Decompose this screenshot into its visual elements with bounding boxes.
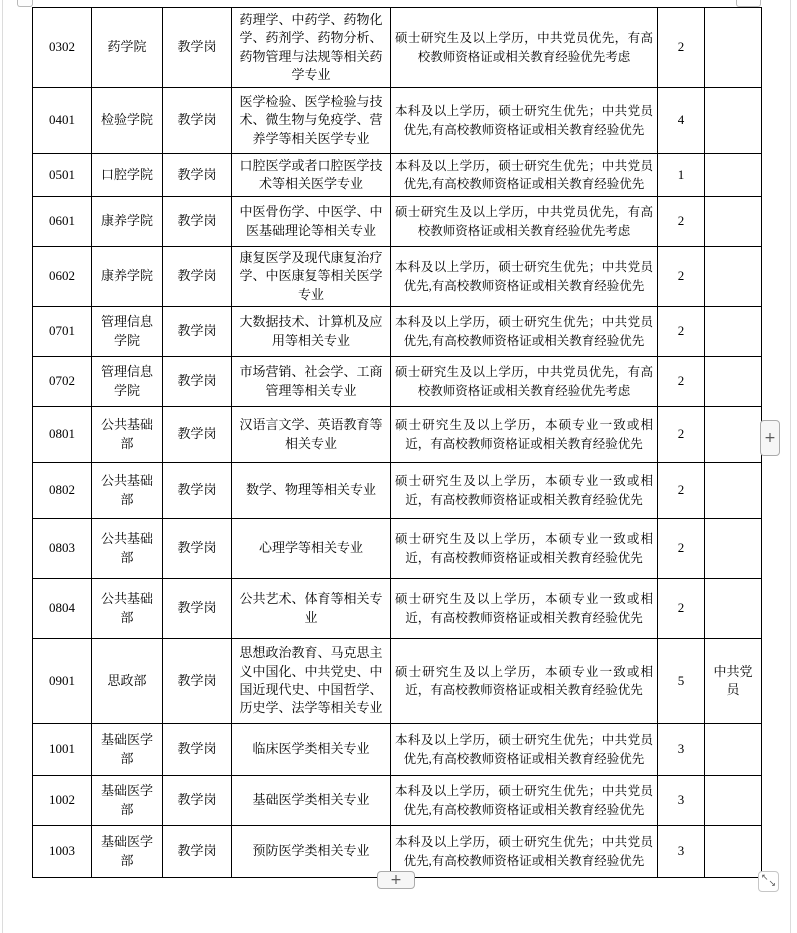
cell-majors[interactable]: 康复医学及现代康复治疗学、中医康复等相关医学专业 <box>232 247 391 307</box>
cell-note[interactable] <box>705 776 762 826</box>
cell-note[interactable] <box>705 197 762 247</box>
table-row <box>33 407 762 463</box>
cell-college[interactable]: 检验学院 <box>92 88 163 154</box>
cell-college[interactable]: 基础医学部 <box>92 776 163 826</box>
cell-code[interactable]: 0401 <box>33 88 92 154</box>
cell-majors[interactable]: 大数据技术、计算机及应用等相关专业 <box>232 307 391 357</box>
cell-count[interactable]: 2 <box>658 247 705 307</box>
cell-note[interactable] <box>705 307 762 357</box>
cell-position[interactable]: 教学岗 <box>163 8 232 88</box>
cell-position[interactable]: 教学岗 <box>163 579 232 639</box>
cell-position[interactable]: 教学岗 <box>163 307 232 357</box>
cell-position[interactable]: 教学岗 <box>163 639 232 724</box>
cell-note[interactable] <box>705 247 762 307</box>
cell-count[interactable]: 2 <box>658 8 705 88</box>
cell-college[interactable]: 思政部 <box>92 639 163 724</box>
cell-majors[interactable]: 中医骨伤学、中医学、中医基础理论等相关专业 <box>232 197 391 247</box>
cell-majors[interactable]: 汉语言文学、英语教育等相关专业 <box>232 407 391 463</box>
add-row-button[interactable]: + <box>377 871 415 889</box>
cell-college[interactable]: 管理信息学院 <box>92 357 163 407</box>
cell-college[interactable]: 公共基础部 <box>92 463 163 519</box>
cell-requirements[interactable]: 硕士研究生及以上学历，中共党员优先，有高校教师资格证或相关教育经验优先考虑 <box>391 197 658 247</box>
cell-code[interactable]: 0801 <box>33 407 92 463</box>
cell-college[interactable]: 公共基础部 <box>92 519 163 579</box>
resize-arrow-up-left-icon: ↖ <box>761 873 769 883</box>
cell-count[interactable]: 2 <box>658 197 705 247</box>
cell-college[interactable]: 基础医学部 <box>92 724 163 776</box>
cell-majors[interactable]: 市场营销、社会学、工商管理等相关专业 <box>232 357 391 407</box>
cell-requirements[interactable]: 本科及以上学历，硕士研究生优先；中共党员优先,有高校教师资格证或相关教育经验优先 <box>391 724 658 776</box>
table-row <box>33 519 762 579</box>
cell-code[interactable]: 0702 <box>33 357 92 407</box>
cell-code[interactable]: 0804 <box>33 579 92 639</box>
cell-position[interactable]: 教学岗 <box>163 407 232 463</box>
cell-count[interactable]: 3 <box>658 724 705 776</box>
cell-majors[interactable]: 口腔医学或者口腔医学技术等相关医学专业 <box>232 154 391 197</box>
cell-code[interactable]: 0302 <box>33 8 92 88</box>
cell-requirements[interactable]: 硕士研究生及以上学历，本硕专业一致或相近，有高校教师资格证或相关教育经验优先 <box>391 639 658 724</box>
table-row <box>33 579 762 639</box>
cell-college[interactable]: 公共基础部 <box>92 407 163 463</box>
clipped-handle-top-left[interactable] <box>17 0 33 7</box>
cell-note[interactable] <box>705 463 762 519</box>
cell-code[interactable]: 0601 <box>33 197 92 247</box>
cell-college[interactable]: 康养学院 <box>92 197 163 247</box>
cell-position[interactable]: 教学岗 <box>163 519 232 579</box>
cell-requirements[interactable]: 硕士研究生及以上学历，本硕专业一致或相近，有高校教师资格证或相关教育经验优先 <box>391 579 658 639</box>
cell-code[interactable]: 1003 <box>33 826 92 878</box>
cell-note[interactable] <box>705 579 762 639</box>
cell-code[interactable]: 0701 <box>33 307 92 357</box>
recruitment-table-body <box>33 8 762 878</box>
cell-majors[interactable]: 基础医学类相关专业 <box>232 776 391 826</box>
cell-requirements[interactable]: 本科及以上学历，硕士研究生优先；中共党员优先,有高校教师资格证或相关教育经验优先 <box>391 776 658 826</box>
cell-college[interactable]: 管理信息学院 <box>92 307 163 357</box>
table-row <box>33 8 762 88</box>
table-row <box>33 247 762 307</box>
cell-code[interactable]: 0901 <box>33 639 92 724</box>
cell-code[interactable]: 0803 <box>33 519 92 579</box>
cell-count[interactable]: 5 <box>658 639 705 724</box>
cell-college[interactable]: 口腔学院 <box>92 154 163 197</box>
cell-code[interactable]: 0501 <box>33 154 92 197</box>
cell-position[interactable]: 教学岗 <box>163 776 232 826</box>
cell-position[interactable]: 教学岗 <box>163 88 232 154</box>
cell-position[interactable]: 教学岗 <box>163 826 232 878</box>
cell-requirements[interactable]: 本科及以上学历，硕士研究生优先；中共党员优先,有高校教师资格证或相关教育经验优先 <box>391 88 658 154</box>
table-row <box>33 197 762 247</box>
cell-position[interactable]: 教学岗 <box>163 724 232 776</box>
cell-position[interactable]: 教学岗 <box>163 247 232 307</box>
cell-code[interactable]: 1002 <box>33 776 92 826</box>
table-resize-handle[interactable] <box>758 871 779 892</box>
table-row <box>33 463 762 519</box>
cell-count[interactable]: 1 <box>658 154 705 197</box>
cell-count[interactable]: 2 <box>658 463 705 519</box>
cell-requirements[interactable]: 硕士研究生及以上学历，本硕专业一致或相近，有高校教师资格证或相关教育经验优先 <box>391 519 658 579</box>
cell-requirements[interactable]: 本科及以上学历，硕士研究生优先；中共党员优先,有高校教师资格证或相关教育经验优先 <box>391 307 658 357</box>
cell-count[interactable]: 2 <box>658 519 705 579</box>
cell-requirements[interactable]: 本科及以上学历，硕士研究生优先；中共党员优先,有高校教师资格证或相关教育经验优先 <box>391 154 658 197</box>
cell-code[interactable]: 0602 <box>33 247 92 307</box>
cell-note[interactable] <box>705 154 762 197</box>
table-row <box>33 776 762 826</box>
recruitment-table <box>32 7 762 878</box>
cell-majors[interactable]: 预防医学类相关专业 <box>232 826 391 878</box>
table-row <box>33 826 762 878</box>
cell-college[interactable]: 公共基础部 <box>92 579 163 639</box>
resize-arrow-down-right-icon: ↘ <box>768 879 776 889</box>
cell-majors[interactable]: 心理学等相关专业 <box>232 519 391 579</box>
table-row <box>33 307 762 357</box>
cell-code[interactable]: 0802 <box>33 463 92 519</box>
table-row <box>33 724 762 776</box>
cell-position[interactable]: 教学岗 <box>163 154 232 197</box>
cell-majors[interactable]: 公共艺术、体育等相关专业 <box>232 579 391 639</box>
table-row <box>33 154 762 197</box>
cell-position[interactable]: 教学岗 <box>163 197 232 247</box>
cell-note[interactable] <box>705 724 762 776</box>
cell-requirements[interactable]: 硕士研究生及以上学历，本硕专业一致或相近，有高校教师资格证或相关教育经验优先 <box>391 407 658 463</box>
cell-note[interactable]: 中共党员 <box>705 639 762 724</box>
cell-requirements[interactable]: 硕士研究生及以上学历，中共党员优先，有高校教师资格证或相关教育经验优先考虑 <box>391 8 658 88</box>
table-row <box>33 88 762 154</box>
table-row <box>33 357 762 407</box>
cell-count[interactable]: 2 <box>658 357 705 407</box>
cell-count[interactable]: 3 <box>658 826 705 878</box>
cell-majors[interactable]: 思想政治教育、马克思主义中国化、中共党史、中国近现代史、中国哲学、历史学、法学等相关专业 <box>232 639 391 724</box>
cell-majors[interactable]: 药理学、中药学、药物化学、药剂学、药物分析、药物管理与法规等相关药学专业 <box>232 8 391 88</box>
cell-requirements[interactable]: 本科及以上学历，硕士研究生优先；中共党员优先,有高校教师资格证或相关教育经验优先 <box>391 247 658 307</box>
cell-count[interactable]: 3 <box>658 776 705 826</box>
cell-count[interactable]: 2 <box>658 579 705 639</box>
cell-note[interactable] <box>705 826 762 878</box>
cell-college[interactable]: 药学院 <box>92 8 163 88</box>
page-edge-right <box>790 0 791 933</box>
cell-majors[interactable]: 临床医学类相关专业 <box>232 724 391 776</box>
cell-position[interactable]: 教学岗 <box>163 463 232 519</box>
cell-college[interactable]: 基础医学部 <box>92 826 163 878</box>
cell-requirements[interactable]: 硕士研究生及以上学历，本硕专业一致或相近，有高校教师资格证或相关教育经验优先 <box>391 463 658 519</box>
table-row <box>33 639 762 724</box>
clipped-handle-top-right[interactable] <box>736 0 761 7</box>
cell-note[interactable] <box>705 88 762 154</box>
add-column-button[interactable]: + <box>760 420 780 456</box>
cell-note[interactable] <box>705 357 762 407</box>
page-edge-left <box>2 0 3 933</box>
cell-code[interactable]: 1001 <box>33 724 92 776</box>
cell-count[interactable]: 4 <box>658 88 705 154</box>
cell-note[interactable] <box>705 8 762 88</box>
cell-college[interactable]: 康养学院 <box>92 247 163 307</box>
cell-count[interactable]: 2 <box>658 407 705 463</box>
cell-majors[interactable]: 医学检验、医学检验与技术、微生物与免疫学、营养学等相关医学专业 <box>232 88 391 154</box>
cell-position[interactable]: 教学岗 <box>163 357 232 407</box>
cell-requirements[interactable]: 硕士研究生及以上学历，中共党员优先，有高校教师资格证或相关教育经验优先考虑 <box>391 357 658 407</box>
cell-note[interactable] <box>705 407 762 463</box>
cell-count[interactable]: 2 <box>658 307 705 357</box>
cell-requirements[interactable]: 本科及以上学历，硕士研究生优先；中共党员优先,有高校教师资格证或相关教育经验优先 <box>391 826 658 878</box>
cell-majors[interactable]: 数学、物理等相关专业 <box>232 463 391 519</box>
cell-note[interactable] <box>705 519 762 579</box>
